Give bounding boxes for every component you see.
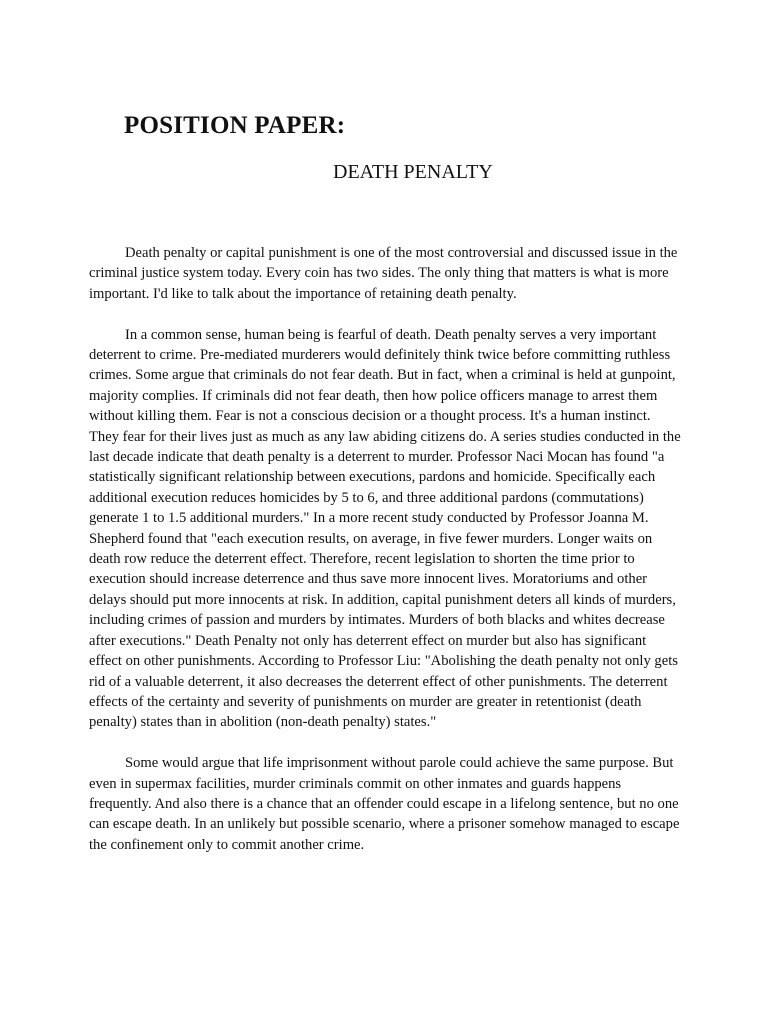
- document-title: POSITION PAPER:: [124, 112, 346, 139]
- paragraph-intro: Death penalty or capital punishment is one of the most controversial and discussed issue in the criminal justice system today. Every coin has two sides. The only thing that matters is what is more important. I'd like to talk about the importance of retaining death penalty.: [89, 245, 678, 302]
- document-subtitle: DEATH PENALTY: [333, 161, 493, 183]
- document-body: [89, 243, 681, 855]
- paragraph-life-imprisonment: Some would argue that life imprisonment without parole could achieve the same purpose. But even in supermax facilities, murder criminals commit on other inmates and guards happens frequently. And also there is a chance that an offender could escape in a lifelong sentence, but no one can escape death. In an unlikely but possible scenario, where a prisoner somehow managed to escape the confinement only to commit another crime.: [89, 755, 680, 853]
- paragraph-deterrence: In a common sense, human being is fearful of death. Death penalty serves a very important deterrent to crime. Pre-mediated murderers would definitely think twice before committing ruthless crimes. Some argue that criminals do not fear death. But in fact, when a criminal is held at gunpoint, majority complies. If criminals did not fear death, then how police officers manage to arrest them without killing them. Fear is not a conscious decision or a thought process. It's a human instinct. They fear for their lives just as much as any law abiding citizens do. A series studies conducted in the last decade indicate that death penalty is a deterrent to murder. Professor Naci Mocan has found "a statistically significant relationship between executions, pardons and homicide. Specifically each additional execution reduces homicides by 5 to 6, and three additional pardons (commutations) generate 1 to 1.5 additional murders." In a more recent study conducted by Professor Joanna M. Shepherd found that "each execution results, on average, in five fewer murders. Longer waits on death row reduce the deterrent effect. Therefore, recent legislation to shorten the time prior to execution should increase deterrence and thus save more innocent lives. Moratoriums and other delays should put more innocents at risk. In addition, capital punishment deters all kinds of murders, including crimes of passion and murders by intimates. Murders of both blacks and whites decrease after executions." Death Penalty not only has deterrent effect on murder but also has significant effect on other punishments. According to Professor Liu: "Abolishing the death penalty not only gets rid of a valuable deterrent, it also decreases the deterrent effect of other punishments. The deterrent effects of the certainty and severity of punishments on murder are greater in retentionist (death penalty) states than in abolition (non-death penalty) states.": [89, 326, 681, 731]
